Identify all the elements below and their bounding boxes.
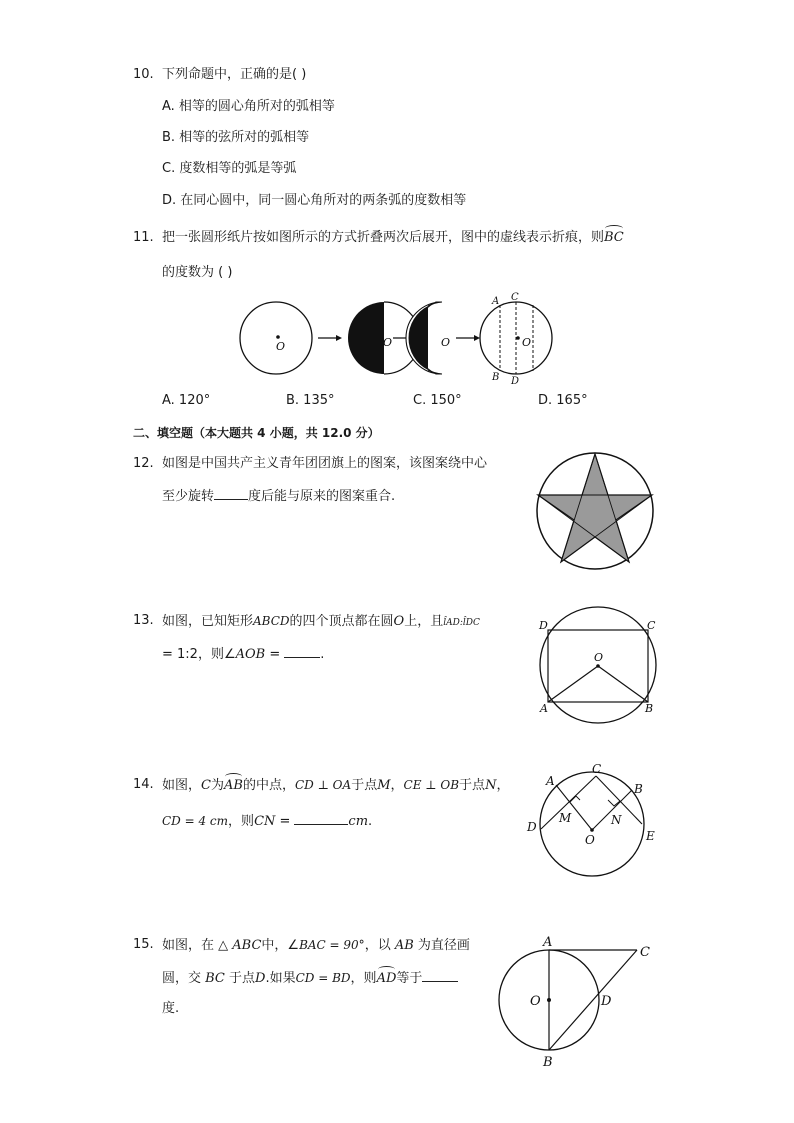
q13-line1 (162, 612, 480, 632)
q15-circle-triangle-figure (497, 932, 657, 1070)
q14-text-e: ， (390, 778, 404, 793)
q14-cn: CN (254, 814, 276, 829)
q15-line3: 度. (162, 1001, 180, 1016)
q10-option-b: B. 相等的弦所对的弧相等 (162, 130, 310, 145)
q14-text-h: ，则 (228, 814, 255, 829)
q10-option-d: D. 在同心圆中，同一圆心角所对的两条弧的度数相等 (162, 193, 467, 208)
q15-label-o: O (530, 994, 541, 1009)
q12-text-b: 度后能与原来的图案重合. (248, 489, 396, 504)
q12-answer-blank[interactable] (214, 486, 248, 500)
q10-option-a: A. 相等的圆心角所对的弧相等 (162, 99, 335, 114)
q15-text-h: ，则 (350, 971, 377, 986)
q15-answer-blank[interactable] (422, 968, 458, 982)
q14-answer-blank[interactable] (294, 811, 348, 825)
q13-text-d: = 1:2，则∠ (162, 647, 236, 662)
q11-fig2-label-o: O (383, 336, 393, 349)
q15-text-e: 圆，交 (162, 971, 206, 986)
q13-angle: AOB (235, 647, 266, 662)
q15-text-a: 如图，在 △ (162, 938, 233, 953)
q14-cd-length: CD = 4 cm (162, 814, 229, 828)
q11-stem-line1 (162, 229, 624, 247)
q11-fig1-label-o: O (276, 340, 286, 353)
q13-label-b: B (645, 702, 654, 715)
q13-rect-name: ABCD (253, 614, 290, 628)
q11-fig4-label-c: C (511, 292, 519, 303)
q14-text-d: 于点 (351, 778, 378, 793)
q11-arc-bc: BC (604, 230, 624, 245)
q14-label-n: N (611, 813, 622, 827)
q15-arc-ad: AD (376, 971, 397, 986)
q13-text-c: 上，且 (404, 614, 444, 629)
q14-label-m: M (559, 811, 572, 825)
q14-label-d: D (527, 820, 537, 834)
q13-label-d: D (539, 619, 548, 632)
q10-option-c: C. 度数相等的弧是等弧 (162, 161, 297, 176)
q13-arc-ratio: l̂AD:l̂DC (443, 618, 480, 628)
q11-stem-text: 把一张圆形纸片按如图所示的方式折叠两次后展开，图中的虚线表示折痕，则 (162, 230, 605, 245)
q10-stem: 下列命题中，正确的是( ) (162, 67, 307, 82)
q14-text-a: 如图， (162, 778, 202, 793)
q13-line2 (162, 644, 324, 664)
q13-label-c: C (647, 619, 656, 632)
q12-line1: 如图是中国共产主义青年团团旗上的图案，该图案绕中心 (162, 456, 488, 471)
q11-stem-line2: 的度数为 ( ) (162, 265, 233, 280)
q14-number: 14. (133, 777, 154, 792)
q13-number: 13. (133, 613, 154, 628)
q15-line1 (162, 936, 470, 955)
section-fill-in-title: 二、填空题（本大题共 4 小题，共 12.0 分） (133, 426, 380, 440)
q12-text-a: 至少旋转 (162, 489, 215, 504)
q11-option-b: B. 135° (286, 393, 335, 408)
q13-text-b: 的四个顶点都在圆 (289, 614, 394, 629)
q11-fig4-label-d: D (511, 376, 520, 387)
q15-angle: BAC = 90° (299, 938, 365, 952)
q13-label-a: A (540, 702, 548, 715)
q14-line1 (162, 776, 509, 795)
q12-star-figure (535, 451, 655, 571)
q15-text-c: ，以 (364, 938, 395, 953)
q13-answer-blank[interactable] (284, 644, 320, 658)
q11-option-c: C. 150° (413, 393, 462, 408)
q14-text-f: 于点 (459, 778, 486, 793)
q14-c: C (201, 778, 211, 793)
q14-n: N (485, 778, 497, 793)
q10-number: 10. (133, 67, 154, 82)
q14-text-g: ， (496, 778, 510, 793)
q14-label-b: B (634, 782, 643, 796)
q11-option-d: D. 165° (538, 393, 588, 408)
q14-text-i: = (275, 814, 291, 829)
q14-label-e: E (646, 829, 655, 843)
q15-line2 (162, 968, 458, 988)
q14-text-c: 的中点， (242, 778, 295, 793)
q12-number: 12. (133, 456, 154, 471)
q14-label-o: O (585, 833, 595, 847)
q11-fig4-label-o: O (522, 336, 532, 349)
q15-label-b: B (543, 1055, 553, 1070)
q13-text-f: . (320, 647, 325, 662)
q15-bc: BC (205, 971, 225, 986)
q14-text-j: . (368, 814, 373, 829)
q15-text-f: 于点 (224, 971, 256, 986)
q11-number: 11. (133, 230, 154, 245)
q13-o: O (393, 614, 405, 629)
q15-eq: CD = BD (295, 971, 351, 985)
q12-line2 (162, 486, 395, 506)
q13-text-e: = (265, 647, 281, 662)
q15-text-b: 中，∠ (261, 938, 300, 953)
q15-text-i: 等于 (396, 971, 423, 986)
q15-text-g: .如果 (265, 971, 296, 986)
q15-label-c: C (640, 945, 650, 960)
q14-label-c: C (592, 762, 602, 776)
q11-fig4-label-b: B (492, 372, 500, 383)
q14-perp2: CE ⊥ OB (403, 778, 460, 792)
q14-arc-ab: AB (223, 778, 243, 793)
q14-label-a: A (546, 774, 555, 788)
q11-option-a: A. 120° (162, 393, 211, 408)
q14-unit: cm (348, 814, 369, 829)
q15-number: 15. (133, 937, 154, 952)
q15-label-d: D (601, 994, 612, 1009)
q15-ab: AB (394, 938, 414, 953)
q13-rect-circle-figure (537, 604, 661, 724)
q15-tri: ABC (232, 938, 262, 953)
q14-perp1: CD ⊥ OA (294, 778, 352, 792)
q11-fig4-label-a: A (492, 296, 500, 307)
q14-line2 (162, 811, 372, 831)
q14-m: M (377, 778, 391, 793)
q13-label-o: O (594, 651, 604, 664)
q11-fold-figure (238, 292, 558, 387)
q14-circle-figure (522, 760, 662, 886)
q13-text-a: 如图，已知矩形 (162, 614, 254, 629)
q15-label-a: A (543, 935, 553, 950)
q14-text-b: 为 (210, 778, 224, 793)
q15-text-d: 为直径画 (413, 938, 470, 953)
q15-d: D (255, 971, 266, 986)
q11-fig3-label-o: O (441, 336, 451, 349)
